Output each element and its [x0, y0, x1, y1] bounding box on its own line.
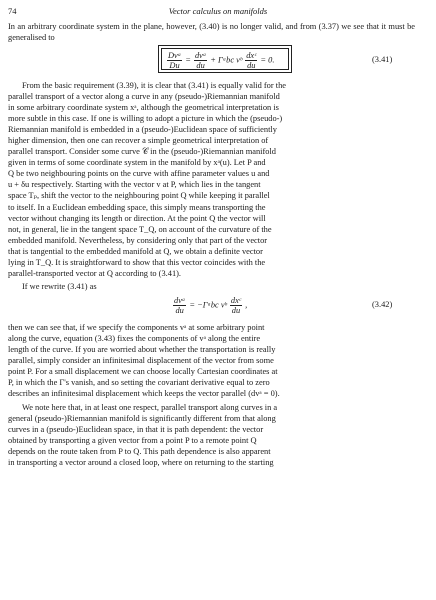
eq341-rhs-den: du	[247, 61, 256, 70]
text-line: that is tangential to the embedded manifold at Q, we obtain a definite vector	[8, 246, 263, 256]
text-line: curves in a (pseudo-)Euclidean space, in that it is path dependent: the vector	[8, 425, 264, 435]
paragraph-rewrite	[8, 281, 415, 292]
paragraph-rewrite-text: If we rewrite (3.41) as	[22, 282, 97, 291]
text-line: describes an infinitesimal displacement which keeps the vector parallel (dvᵃ = 0).	[8, 389, 280, 399]
text-line: We note here that, in at least one respect, parallel transport along curves in a	[22, 403, 278, 412]
text-line: in some arbitrary coordinate system xᵃ, although the geometrical interpretation is	[8, 103, 279, 113]
text-line: depends on the route taken from P to Q. This path dependence is also apparent	[8, 447, 271, 457]
equation-3-42-body	[172, 296, 247, 315]
eq341-rhs-num: dxᶜ	[246, 51, 257, 60]
text-line: Q be two neighbouring points on the curve with affine parameter values u and	[8, 169, 270, 179]
text-line: length of the curve. If you are worried about whether the transportation is really	[8, 345, 276, 355]
eq341-mid-num: dvᵃ	[194, 51, 207, 60]
text-line: higher dimension, then one can recover a simple geometrical interpretation of	[8, 136, 269, 146]
page-number: 74	[8, 6, 17, 16]
text-line: then we can see that, if we specify the components vᵃ at some arbitrary point	[8, 323, 265, 332]
text-line: From the basic requirement (3.39), it is clear that (3.41) is equally valid for the	[22, 81, 286, 90]
text-line: given in terms of some coordinate system in the manifold by xᵃ(u). Let P and	[8, 158, 266, 168]
eq341-lhs-den: Du	[169, 61, 180, 70]
text-line: in transporting a vector around a closed loop, where on returning to the starting	[8, 458, 274, 468]
text-line: point P. For a small displacement we can choose locally Cartesian coordinates at	[8, 367, 278, 377]
eq342-lhs-den: du	[175, 306, 184, 315]
eq342-tail: ,	[245, 300, 248, 310]
text-line: obtained by transporting a given vector from a point P to a remote point Q	[8, 436, 257, 446]
paragraph-intro-text: In an arbitrary coordinate system in the plane, however, (3.40) is no longer valid, and from (3.37) we see that it must be generalised to	[8, 22, 415, 43]
eq341-mid-den: du	[196, 61, 205, 70]
eq342-rhs-den: du	[231, 306, 241, 315]
page-header	[8, 6, 428, 18]
equation-number-3-41: (3.41)	[372, 55, 393, 64]
text-line: P, in which the Γ's vanish, and so setting the covariant derivative equal to zero	[8, 378, 270, 388]
equation-number-3-42: (3.42)	[372, 300, 393, 309]
text-line: parallel, simply consider an infinitesimal displacement of the vector from some	[8, 356, 274, 366]
text-line: vector without changing its length or direction. At the point Q the vector will	[8, 213, 266, 223]
running-title: Vector calculus on manifolds	[168, 6, 268, 16]
text-line: along the curve, equation (3.43) fixes the components of vᵃ along the entire	[8, 334, 261, 344]
text-line: not, in general, lie in the tangent space T_Q, on account of the curvature of the	[8, 224, 272, 234]
text-line: more subtle in this case. If one is willing to adopt a picture in which the (pseudo-)	[8, 114, 283, 124]
text-line: parallel-transported vector at Q according to (3.41).	[8, 268, 182, 278]
eq342-gamma-term: = −Γᵃbc vᵇ	[189, 300, 227, 310]
text-line: Riemannian manifold is embedded in a (pseudo-)Euclidean space of sufficiently	[8, 125, 277, 135]
eq342-lhs-num: dvᵃ	[174, 296, 186, 305]
eq341-lhs-num: Dvᵃ	[168, 51, 182, 60]
eq341-gamma-term: + Γᵃbc vᵇ	[210, 55, 243, 65]
text-line: u + δu respectively. Starting with the vector v at P, which lies in the tangent	[8, 180, 261, 190]
text-line: embedded manifold. Nevertheless, by considering only that part of the vector	[8, 235, 268, 245]
equation-3-41	[0, 45, 436, 75]
eq341-tail: = 0.	[260, 55, 275, 65]
text-line: lying in T_Q. It is straightforward to show that this vector coincides with the	[8, 257, 266, 267]
text-line: to itself. In a Euclidean embedding space, this simply means transporting the	[8, 202, 266, 212]
text-line: parallel transport. Consider some curve 𝒞 in the (pseudo-)Riemannian manifold	[8, 147, 276, 157]
eq342-rhs-num: dxᶜ	[230, 296, 242, 305]
equation-3-42	[0, 292, 436, 322]
paragraph-intro	[8, 21, 415, 43]
paragraph-path-dependence	[8, 402, 415, 468]
text-line: parallel transport of a vector along a curve in any (pseudo-)Riemannian manifold	[8, 92, 280, 102]
text-line: space Tₚ, shift the vector to the neighbouring point Q while keeping it parallel	[8, 191, 270, 201]
text-line: general (pseudo-)Riemannian manifold is significantly different from that along	[8, 414, 276, 424]
paragraph-components	[8, 322, 415, 399]
paragraph-parallel-transport	[8, 80, 415, 279]
equation-3-41-body: $\frac{\text{Dvᵃ}}{Du}$ = $\frac{\text{dvᵃ}}{du}$ + Γᵃbc vᵇ $\frac{\text{dxᶜ}}{du}$ = 0.	[168, 51, 275, 70]
